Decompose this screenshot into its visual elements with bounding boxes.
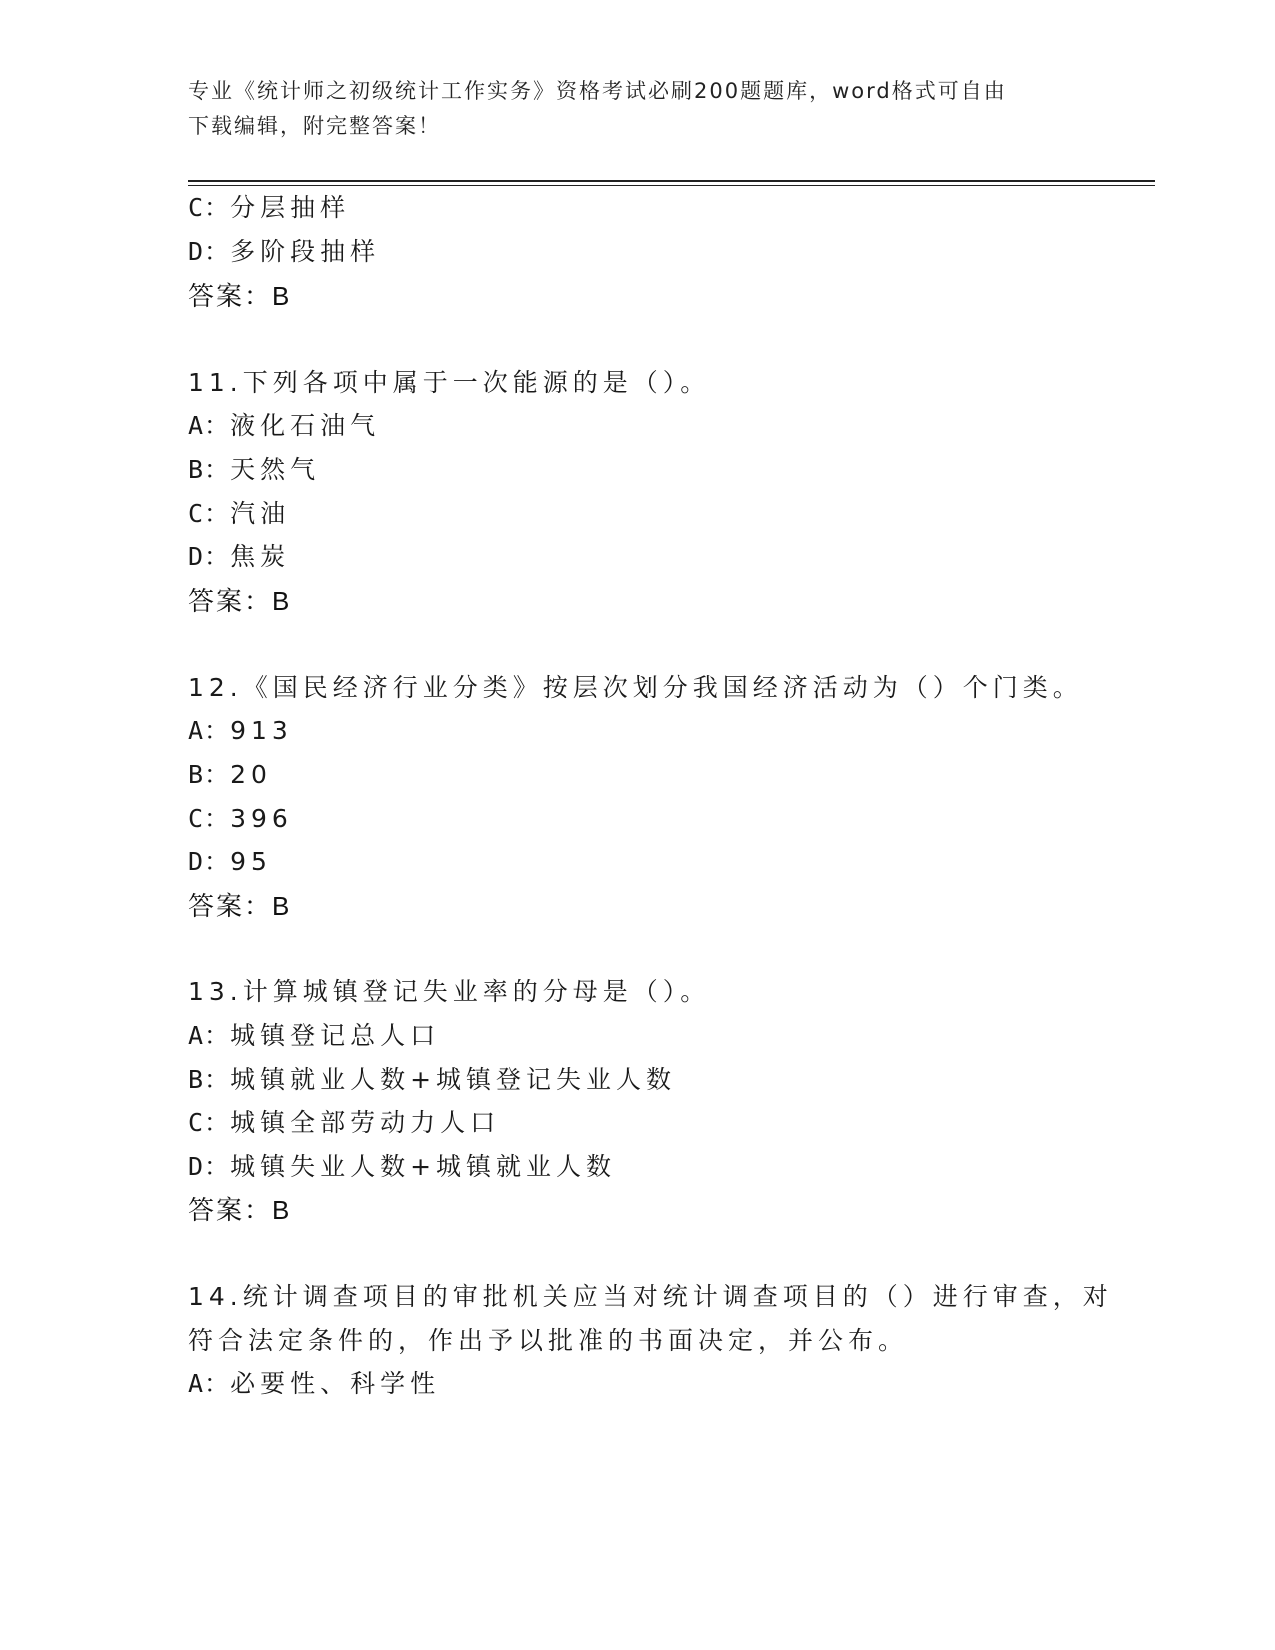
q13-answer: 答案：B <box>188 1195 292 1225</box>
option-text: 必要性、科学性 <box>230 1369 441 1398</box>
option-text: 天然气 <box>230 455 321 484</box>
option-label: D： <box>188 1152 231 1181</box>
option-label: A： <box>188 716 231 745</box>
q12-option-d <box>188 842 272 878</box>
q11-option-b <box>188 450 320 486</box>
q14-stem-line-1: 14.统计调查项目的审批机关应当对统计调查项目的（）进行审查，对 <box>188 1282 1113 1311</box>
option-label: C： <box>188 804 231 833</box>
q11-option-c <box>188 494 290 530</box>
option-text: 城镇全部劳动力人口 <box>230 1108 501 1137</box>
option-label: A： <box>188 1369 231 1398</box>
option-label: D： <box>188 237 231 266</box>
q11-option-d <box>188 537 290 573</box>
option-label: B： <box>188 455 231 484</box>
document-header <box>188 74 1088 144</box>
q14-stem-line-2: 符合法定条件的，作出予以批准的书面决定，并公布。 <box>188 1326 909 1355</box>
q10-answer: 答案：B <box>188 281 292 311</box>
option-text: 液化石油气 <box>230 411 381 440</box>
q12-answer: 答案：B <box>188 891 292 921</box>
header-line-2: 下载编辑，附完整答案！ <box>188 114 441 138</box>
q13-stem: 13.计算城镇登记失业率的分母是（）。 <box>188 977 711 1006</box>
option-label: B： <box>188 760 231 789</box>
q10-option-d <box>188 232 380 268</box>
option-text: 396 <box>230 804 293 833</box>
option-label: A： <box>188 411 231 440</box>
q11-answer: 答案：B <box>188 586 292 616</box>
q12-option-c <box>188 799 293 835</box>
q14-option-a <box>188 1364 440 1400</box>
q12-option-a <box>188 711 293 747</box>
option-label: C： <box>188 1108 231 1137</box>
option-text: 城镇失业人数+城镇就业人数 <box>230 1152 617 1181</box>
option-text: 城镇就业人数+城镇登记失业人数 <box>230 1065 677 1094</box>
option-label: D： <box>188 542 231 571</box>
header-divider-thin <box>188 185 1155 186</box>
header-divider-thick <box>188 180 1155 182</box>
option-text: 焦炭 <box>230 542 291 571</box>
option-text: 多阶段抽样 <box>230 237 381 266</box>
q11-option-a <box>188 406 380 442</box>
option-text: 20 <box>230 760 272 789</box>
option-label: C： <box>188 499 231 528</box>
option-label: B： <box>188 1065 231 1094</box>
option-text: 95 <box>230 847 272 876</box>
option-label: D： <box>188 847 231 876</box>
q10-option-c <box>188 188 350 224</box>
q12-stem: 12.《国民经济行业分类》按层次划分我国经济活动为（）个门类。 <box>188 673 1083 702</box>
q13-option-d <box>188 1147 616 1183</box>
q12-option-b <box>188 755 272 791</box>
option-text: 913 <box>230 716 293 745</box>
q13-option-c <box>188 1103 500 1139</box>
option-text: 汽油 <box>230 499 291 528</box>
q11-stem: 11.下列各项中属于一次能源的是（）。 <box>188 368 711 397</box>
q13-option-b <box>188 1060 676 1096</box>
option-label: A： <box>188 1021 231 1050</box>
option-text: 城镇登记总人口 <box>230 1021 441 1050</box>
q13-option-a <box>188 1016 440 1052</box>
option-label: C： <box>188 193 231 222</box>
header-line-1: 专业《统计师之初级统计工作实务》资格考试必刷200题题库，word格式可自由 <box>188 79 1007 103</box>
option-text: 分层抽样 <box>230 193 351 222</box>
